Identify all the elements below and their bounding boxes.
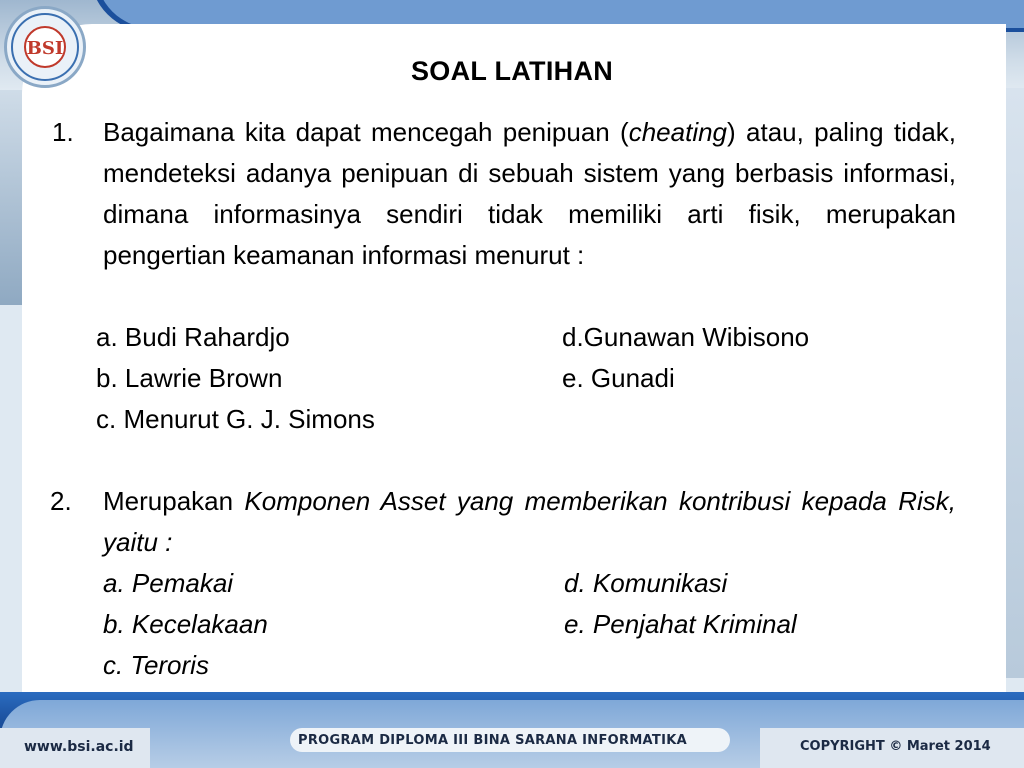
question-1-text-after: ) atau, paling tidak, mendeteksi adanya penipuan di sebuah sistem yang berbasis informasi, dimana informasinya sendiri tidak memiliki arti fisik, merupakan pengertian keamanan informasi menurut : (103, 117, 956, 270)
q1-option-c: c. Menurut G. J. Simons (96, 404, 375, 434)
question-1-text-italic: cheating (628, 117, 728, 147)
question-2-text (103, 481, 956, 563)
q1-option-d: d.Gunawan Wibisono (562, 322, 810, 352)
footer-website: www.bsi.ac.id (24, 739, 134, 755)
footer-copyright: COPYRIGHT © Maret 2014 (800, 739, 991, 754)
right-band (1006, 88, 1024, 678)
q1-option-a: a. Budi Rahardjo (96, 322, 290, 352)
footer-program: PROGRAM DIPLOMA III BINA SARANA INFORMATIKA (298, 733, 687, 748)
question-1-text (103, 112, 956, 276)
logo-text: BSI (26, 38, 64, 59)
q2-option-e: e. Penjahat Kriminal (564, 609, 797, 639)
question-1-text-before: Bagaimana kita dapat mencegah penipuan ( (103, 117, 629, 147)
q2-option-a: a. Pemakai (103, 568, 234, 598)
q2-option-d: d. Komunikasi (564, 568, 728, 598)
question-2-text-before: Merupakan (103, 486, 245, 516)
slide-title: SOAL LATIHAN (410, 56, 614, 86)
q1-option-b: b. Lawrie Brown (96, 363, 283, 393)
q1-option-e: e. Gunadi (562, 363, 675, 393)
left-band (0, 90, 22, 305)
q2-option-b: b. Kecelakaan (103, 609, 268, 639)
question-2-number: 2. (50, 486, 72, 516)
question-2-text-italic: Komponen Asset yang memberikan kontribusi kepada Risk, yaitu : (103, 486, 956, 557)
q2-option-c: c. Teroris (103, 650, 209, 680)
question-1-number: 1. (52, 117, 74, 147)
